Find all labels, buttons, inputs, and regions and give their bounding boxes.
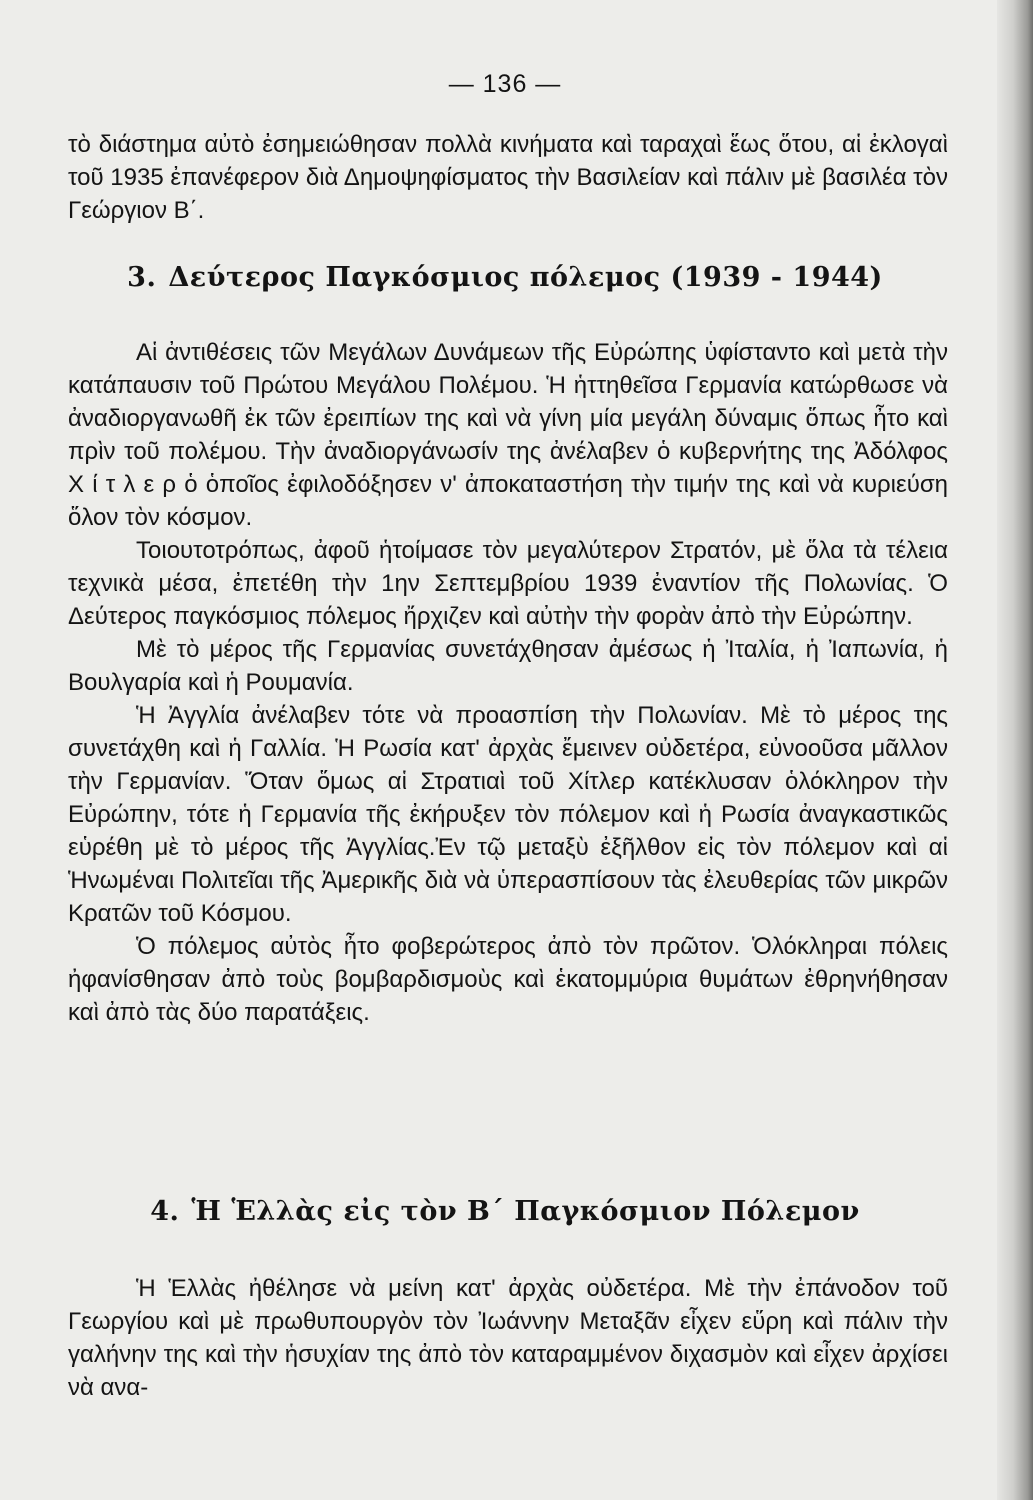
section-3-title: Δεύτερος Παγκόσμιος πόλεμος (1939 - 1944) <box>168 262 883 293</box>
page-number: — 136 — <box>448 70 562 98</box>
section-3-body <box>68 336 948 1029</box>
section-3-paragraph: Ἡ Ἀγγλία ἀνέλαβεν τότε νὰ προασπίση τὴν Πολωνίαν. Μὲ τὸ μέρος της συνετάχθη καὶ ἡ Γαλλία. Ἡ Ρωσία κατ' ἀρχὰς ἔμεινεν οὐδετέρα, εὐνοοῦσα μᾶλλον τὴν Γερμανίαν. Ὅταν ὅμως αἱ Στρατιαὶ τοῦ Χίτλερ κατέκλυσαν ὁλόκληρον τὴν Εὐρώπην, τότε ἡ Γερμανία τῆς ἐκήρυξεν τὸν πόλεμον καὶ ἡ Ρωσία ἀναγκαστικῶς εὑρέθη μὲ τὸ μέρος τῆς Ἀγγλίας.Ἐν τῷ μεταξὺ ἐξῆλθον εἰς τὸν πόλεμον καὶ αἱ Ἡνωμέναι Πολιτεῖαι τῆς Ἀμερικῆς διὰ νὰ ὑπερασπίσουν τὰς ἐλευθερίας τῶν μικρῶν Κρατῶν τοῦ Κόσμου. <box>68 702 948 927</box>
intro-text <box>68 128 948 227</box>
section-4-body <box>68 1272 948 1404</box>
section-3-paragraph: Τοιουτοτρόπως, ἀφοῦ ἡτοίμασε τὸν μεγαλύτερον Στρατόν, μὲ ὅλα τὰ τέλεια τεχνικὰ μέσα, ἐπετέθη τὴν 1ην Σεπτεμβρίου 1939 ἐναντίον τῆς Πολωνίας. Ὁ Δεύτερος παγκόσμιος πόλεμος ἤρχιζεν καὶ αὐτὴν τὴν φορὰν ἀπὸ τὴν Εὐρώπην. <box>68 537 948 630</box>
intro-paragraph: τὸ διάστημα αὐτὸ ἐσημειώθησαν πολλὰ κινήματα καὶ ταραχαὶ ἕως ὅτου, αἱ ἐκλογαὶ τοῦ 1935 ἐπανέφερον διὰ Δημοψηφίσματος τὴν Βασιλείαν καὶ πάλιν μὲ βασιλέα τὸν Γεώργιον Β΄. <box>68 131 948 224</box>
section-4-heading <box>0 1196 1010 1227</box>
section-3-paragraph: Αἱ ἀντιθέσεις τῶν Μεγάλων Δυνάμεων τῆς Εὐρώπης ὑφίσταντο καὶ μετὰ τὴν κατάπαυσιν τοῦ Πρώτου Μεγάλου Πολέμου. Ἡ ἡττηθεῖσα Γερμανία κατώρθωσε νὰ ἀναδιοργανωθῆ ἐκ τῶν ἐρειπίων της καὶ νὰ γίνη μία μεγάλη δύναμις ὅπως ἦτο καὶ πρὶν τοῦ πολέμου. Τὴν ἀναδιοργάνωσίν της ἀνέλαβεν ὁ κυβερνήτης της Ἀδόλφος Χ ί τ λ ε ρ ὁ ὁποῖος ἐφιλοδόξησεν ν' ἀποκαταστήση τὴν τιμήν της καὶ νὰ κυριεύση ὅλον τὸν κόσμον. <box>68 339 948 531</box>
book-spine-shadow <box>997 0 1033 1500</box>
section-3-paragraph: Ὁ πόλεμος αὐτὸς ἦτο φοβερώτερος ἀπὸ τὸν πρῶτον. Ὁλόκληραι πόλεις ἠφανίσθησαν ἀπὸ τοὺς βομβαρδισμοὺς καὶ ἑκατομμύρια θυμάτων ἐθρηνήθησαν καὶ ἀπὸ τὰς δύο παρατάξεις. <box>68 933 948 1026</box>
section-3-heading <box>0 262 1010 293</box>
section-4-paragraph: Ἡ Ἑλλὰς ἠθέλησε νὰ μείνη κατ' ἀρχὰς οὐδετέρα. Μὲ τὴν ἐπάνοδον τοῦ Γεωργίου καὶ μὲ πρωθυπουργὸν τὸν Ἰωάννην Μεταξᾶν εἶχεν εὕρη καὶ πάλιν τὴν γαλήνην της καὶ τὴν ἡσυχίαν της ἀπὸ τὸν καταραμμένον διχασμὸν καὶ εἶχεν ἀρχίσει νὰ ανα- <box>68 1275 948 1401</box>
section-3-number: 3. <box>127 262 157 293</box>
section-4-number: 4. <box>150 1196 180 1227</box>
section-3-paragraph: Μὲ τὸ μέρος τῆς Γερμανίας συνετάχθησαν ἀμέσως ἡ Ἰταλία, ἡ Ἰαπωνία, ἡ Βουλγαρία καὶ ἡ Ρουμανία. <box>68 636 948 696</box>
section-4-title: Ἡ Ἑλλὰς εἰς τὸν Β΄ Παγκόσμιον Πόλεμον <box>191 1196 860 1227</box>
